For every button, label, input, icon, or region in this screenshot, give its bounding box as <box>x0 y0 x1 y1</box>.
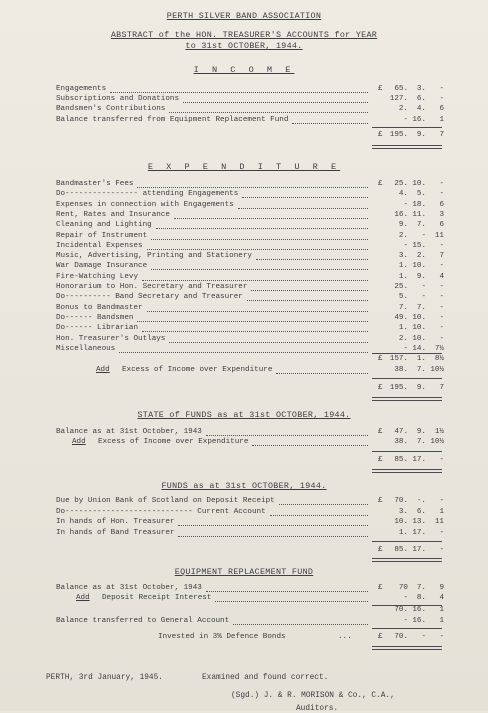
amount-pence: - <box>439 293 444 302</box>
amount-shillings: 17. <box>412 529 426 537</box>
row-label: Miscellaneous <box>56 344 116 353</box>
amount-pounds: 4. <box>398 190 408 199</box>
amount-pence: 7 <box>439 131 444 139</box>
amount-pounds: 70 <box>398 584 408 592</box>
amount-pounds: 195. <box>389 131 408 139</box>
amount-shillings: 11. <box>412 210 426 219</box>
amount-pounds: 70. <box>394 606 408 614</box>
leader-dots <box>169 112 368 113</box>
amount-pounds: 1. <box>398 324 408 333</box>
leader-dots <box>142 331 368 332</box>
amount-shillings: 10. <box>412 324 426 333</box>
row-label: Do---------------------------- Current Account <box>56 508 266 516</box>
currency-symbol: £ <box>378 428 383 436</box>
auditor-signature: (Sgd.) J. & R. MORISON & Co., C.A., <box>231 692 395 700</box>
leader-dots <box>238 208 368 209</box>
amount-pence: 6 <box>439 221 444 230</box>
amount-pounds: 3. <box>398 252 408 261</box>
amount-pounds: 25. <box>394 283 408 291</box>
row-label: Invested in 3% Defence Bonds <box>158 633 286 641</box>
currency-symbol: £ <box>378 85 383 93</box>
leader-dots <box>169 342 368 343</box>
document-title: PERTH SILVER BAND ASSOCIATION <box>166 11 322 21</box>
amount-pence: - <box>439 529 444 537</box>
amount-pounds: 7. <box>398 303 408 312</box>
amount-pounds: - <box>403 241 408 250</box>
row-label: Balance transferred from Equipment Replacement Fund <box>56 116 289 124</box>
row-label: Excess of Income over Expenditure <box>98 438 249 446</box>
amount-shillings: -. <box>416 497 426 505</box>
amount-shillings: 18. <box>412 200 426 209</box>
rule-line <box>372 378 442 379</box>
amount-pounds: - <box>403 116 408 124</box>
amount-shillings: - <box>421 633 426 641</box>
amount-pence: - <box>439 334 444 343</box>
rule-line <box>372 127 442 128</box>
amount-pence: 6 <box>439 200 444 209</box>
amount-pence: - <box>439 190 444 199</box>
amount-pence: - <box>439 456 444 464</box>
income-total-row <box>0 131 488 141</box>
amount-pence: 10½ <box>430 366 444 374</box>
amount-pounds: 70. <box>394 497 408 505</box>
amount-pence: 8½ <box>434 355 444 363</box>
examined-note: Examined and found correct. <box>202 674 329 682</box>
amount-pence: - <box>439 546 444 554</box>
amount-shillings: 15. <box>412 241 426 250</box>
amount-shillings: 9. <box>416 131 426 139</box>
amount-pounds: 65. <box>394 85 408 93</box>
leader-dots <box>252 445 368 446</box>
amount-pence: - <box>439 95 444 103</box>
row-label: Do---------------- attending Engagements <box>56 190 239 199</box>
amount-pence: 3 <box>439 210 444 219</box>
amount-pence: - <box>439 262 444 271</box>
leader-dots <box>178 525 368 526</box>
amount-pounds: 1. <box>398 262 408 271</box>
row-label: Repair of Instrument <box>56 231 148 240</box>
auditors-label: Auditors. <box>296 705 339 713</box>
amount-shillings: 17. <box>412 546 426 554</box>
ledger-row <box>0 529 488 539</box>
ledger-row <box>0 518 488 528</box>
ledger-row <box>0 252 488 262</box>
leader-dots <box>151 239 368 240</box>
amount-pounds: 47. <box>394 428 408 436</box>
ledger-row <box>0 314 488 324</box>
place-date: PERTH, 3rd January, 1945. <box>46 674 163 682</box>
ledger-row <box>0 190 488 200</box>
leader-dots <box>119 352 368 353</box>
amount-pounds: - <box>403 200 408 209</box>
add-keyword: Add <box>72 438 86 446</box>
leader-dots <box>142 280 368 281</box>
row-label: Bandsmen's Contributions <box>56 105 166 113</box>
rule-line <box>372 628 442 629</box>
amount-pence: 4 <box>439 594 444 602</box>
ledger-row <box>0 211 488 221</box>
amount-pence: 11 <box>434 518 444 526</box>
row-label: Cleaning and Lighting <box>56 221 152 230</box>
double-rule <box>372 397 442 401</box>
leader-dots <box>147 249 368 250</box>
currency-symbol: £ <box>378 384 383 392</box>
leader-dots <box>247 300 368 301</box>
row-label: Balance as at 31st October, 1943 <box>56 584 202 592</box>
add-keyword: Add <box>76 594 90 602</box>
amount-pounds: 25. <box>394 180 408 188</box>
ledger-row <box>0 221 488 231</box>
amount-pence: - <box>439 283 444 291</box>
excess-income-row <box>0 366 488 376</box>
amount-shillings: 9. <box>416 272 426 281</box>
currency-symbol: £ <box>378 355 383 363</box>
amount-shillings: 8. <box>416 594 426 602</box>
amount-shillings: 6. <box>416 508 426 516</box>
row-label: Fire-Watching Levy <box>56 272 139 281</box>
amount-pence: 10½ <box>430 438 444 446</box>
add-keyword: Add <box>96 366 110 374</box>
amount-pounds: - <box>403 344 408 353</box>
ledger-row <box>0 116 488 126</box>
amount-pence: 1 <box>439 606 444 614</box>
leader-dots <box>206 591 368 592</box>
amount-shillings: 3. <box>416 85 426 93</box>
double-rule <box>372 145 442 149</box>
ledger-row <box>0 85 488 95</box>
leader-dots <box>251 290 368 291</box>
amount-shillings: 4. <box>416 105 426 113</box>
amount-pence: - <box>439 313 444 322</box>
leader-dots <box>174 218 368 219</box>
leader-dots <box>137 321 368 322</box>
leader-dots <box>242 197 368 198</box>
amount-pounds: - <box>403 617 408 625</box>
ledger-row <box>0 428 488 438</box>
ledger-row <box>0 304 488 314</box>
amount-shillings: 10. <box>412 334 426 343</box>
amount-pounds: 16. <box>394 210 408 219</box>
amount-shillings: 16. <box>412 606 426 614</box>
currency-symbol: £ <box>378 546 383 554</box>
currency-symbol: £ <box>378 584 383 592</box>
ledger-row <box>0 273 488 283</box>
leader-dots <box>233 624 368 625</box>
leader-dots <box>206 435 368 436</box>
amount-pence: 1 <box>439 508 444 516</box>
row-label: In hands of Band Treasurer <box>56 529 175 537</box>
amount-pounds: 85. <box>394 546 408 554</box>
rule-line <box>372 541 442 542</box>
leader-dots <box>183 102 368 103</box>
row-label: Subscriptions and Donations <box>56 95 180 103</box>
amount-shillings: - <box>421 283 426 291</box>
amount-pence: - <box>439 180 444 188</box>
rule-line <box>372 353 442 354</box>
amount-shillings: 16. <box>412 116 426 124</box>
amount-shillings: 7. <box>416 366 426 374</box>
ledger-row <box>0 497 488 507</box>
row-label: Hon. Treasurer's Outlays <box>56 334 166 343</box>
currency-symbol: £ <box>378 633 383 641</box>
amount-pence: - <box>439 324 444 333</box>
amount-shillings: 7. <box>416 584 426 592</box>
row-label: Balance as at 31st October, 1943 <box>56 428 202 436</box>
amount-pounds: 5. <box>398 293 408 302</box>
amount-pounds: 195. <box>389 384 408 392</box>
amount-pounds: 70. <box>394 633 408 641</box>
row-label: War Damage Insurance <box>56 262 148 271</box>
ledger-row <box>0 584 488 594</box>
amount-shillings: 7. <box>416 303 426 312</box>
row-label: Deposit Receipt Interest <box>102 594 212 602</box>
amount-shillings: 9. <box>416 384 426 392</box>
leader-dots <box>151 269 368 270</box>
funds-total-row <box>0 546 488 556</box>
row-label: In hands of Hon. Treasurer <box>56 518 175 526</box>
amount-shillings: 6. <box>416 95 426 103</box>
amount-pence: 6 <box>439 105 444 113</box>
leader-dots <box>276 373 368 374</box>
expenditure-total-row <box>0 384 488 394</box>
row-label: Due by Union Bank of Scotland on Deposit Receipt <box>56 497 275 505</box>
amount-pence: - <box>439 241 444 250</box>
ledger-row <box>0 201 488 211</box>
document-subtitle-line2: to 31st OCTOBER, 1944. <box>185 41 303 51</box>
leader-dots <box>279 504 368 505</box>
ledger-row <box>0 180 488 190</box>
invested-row <box>0 633 488 643</box>
amount-shillings: - <box>421 231 426 240</box>
amount-pounds: 157. <box>389 355 408 363</box>
row-label: Music, Advertising, Printing and Stationery <box>56 252 252 261</box>
amount-pounds: 9. <box>398 221 408 230</box>
amount-pence: - <box>439 497 444 505</box>
amount-shillings: 10. <box>412 180 426 188</box>
amount-pounds: 49. <box>394 313 408 322</box>
currency-symbol: £ <box>378 180 383 188</box>
amount-pence: 11 <box>434 231 444 240</box>
ledger-row <box>0 232 488 242</box>
leader-dots <box>156 228 368 229</box>
amount-pounds: 2. <box>398 105 408 113</box>
amount-pounds: 127. <box>389 95 408 103</box>
amount-shillings: 7. <box>416 221 426 230</box>
row-label: Incidental Expenses <box>56 241 143 250</box>
amount-shillings: 10. <box>412 313 426 322</box>
leader-dots <box>110 92 368 93</box>
amount-pounds: 1. <box>398 272 408 281</box>
ledger-row <box>0 293 488 303</box>
amount-shillings: 9. <box>416 428 426 436</box>
double-rule <box>372 558 442 562</box>
state-of-funds-heading: STATE of FUNDS as at 31st OCTOBER, 1944. <box>137 410 351 420</box>
income-heading: I N C O M E <box>193 65 295 75</box>
row-label: Do------ Bandsmen <box>56 313 134 322</box>
leader-dots <box>178 536 368 537</box>
amount-pence: 1½ <box>434 428 444 436</box>
amount-pence: - <box>439 633 444 641</box>
amount-pence: 1 <box>439 617 444 625</box>
leader-dots <box>270 515 368 516</box>
amount-pounds: 2. <box>398 231 408 240</box>
amount-pence: - <box>439 303 444 312</box>
currency-symbol: £ <box>378 456 383 464</box>
row-label: Engagements <box>56 85 107 93</box>
row-label: Do------ Librarian <box>56 324 139 333</box>
ledger-row <box>0 335 488 345</box>
funds-heading: FUNDS as at 31st OCTOBER, 1944. <box>161 481 327 491</box>
leader-dots <box>256 259 368 260</box>
row-label: Excess of Income over Expenditure <box>122 366 273 374</box>
amount-shillings: 14. <box>412 344 426 353</box>
row-label: Honorarium to Hon. Secretary and Treasurer <box>56 283 248 291</box>
amount-shillings: - <box>421 293 426 302</box>
amount-shillings: 1. <box>416 355 426 363</box>
row-ellipsis: ... <box>338 633 352 641</box>
row-label: Bonus to Bandmaster <box>56 303 143 312</box>
amount-pounds: 85. <box>394 456 408 464</box>
leader-dots <box>292 123 368 124</box>
rule-line <box>372 451 442 452</box>
amount-shillings: 13. <box>412 518 426 526</box>
amount-pence: - <box>439 85 444 93</box>
amount-pounds: 2. <box>398 334 408 343</box>
amount-pounds: - <box>403 594 408 602</box>
ledger-row <box>0 324 488 334</box>
double-rule <box>372 646 442 650</box>
amount-pounds: 3. <box>398 508 408 516</box>
amount-pence: 7½ <box>434 344 444 353</box>
row-label: Bandmaster's Fees <box>56 180 134 188</box>
ledger-row <box>0 594 488 604</box>
currency-symbol: £ <box>378 131 383 139</box>
amount-shillings: 10. <box>412 262 426 271</box>
ledger-row <box>0 617 488 627</box>
row-label: Expenses in connection with Engagements <box>56 200 234 209</box>
amount-shillings: 7. <box>416 438 426 446</box>
amount-shillings: 5. <box>416 190 426 199</box>
amount-pence: 7 <box>439 252 444 261</box>
amount-pounds: 1. <box>398 529 408 537</box>
ledger-row <box>0 508 488 518</box>
equipment-subtotal-row <box>0 606 488 616</box>
leader-dots <box>147 311 368 312</box>
ledger-row <box>0 262 488 272</box>
amount-pence: 7 <box>439 384 444 392</box>
ledger-row <box>0 283 488 293</box>
amount-pounds: 10. <box>394 518 408 526</box>
equipment-fund-heading: EQUIPMENT REPLACEMENT FUND <box>174 567 314 577</box>
state-total-row <box>0 456 488 466</box>
amount-pence: 9 <box>439 584 444 592</box>
row-label: Rent, Rates and Insurance <box>56 210 170 219</box>
ledger-row <box>0 95 488 105</box>
row-label: Do---------- Band Secretary and Treasurer <box>56 293 243 302</box>
ledger-row <box>0 105 488 115</box>
double-rule <box>372 469 442 473</box>
row-label: Balance transferred to General Account <box>56 617 230 625</box>
amount-shillings: 16. <box>412 617 426 625</box>
currency-symbol: £ <box>378 497 383 505</box>
document-subtitle-line1: ABSTRACT of the HON. TREASURER'S ACCOUNTS for YEAR <box>110 30 378 40</box>
expenditure-subtotal-row <box>0 355 488 365</box>
amount-shillings: 2. <box>416 252 426 261</box>
leader-dots <box>137 187 368 188</box>
amount-pounds: 38. <box>394 366 408 374</box>
expenditure-heading: E X P E N D I T U R E <box>147 162 341 172</box>
ledger-row <box>0 242 488 252</box>
amount-pence: 1 <box>439 116 444 124</box>
amount-shillings: 17. <box>412 456 426 464</box>
amount-pence: 4 <box>439 272 444 281</box>
ledger-row <box>0 438 488 448</box>
leader-dots <box>215 601 368 602</box>
amount-pounds: 38. <box>394 438 408 446</box>
